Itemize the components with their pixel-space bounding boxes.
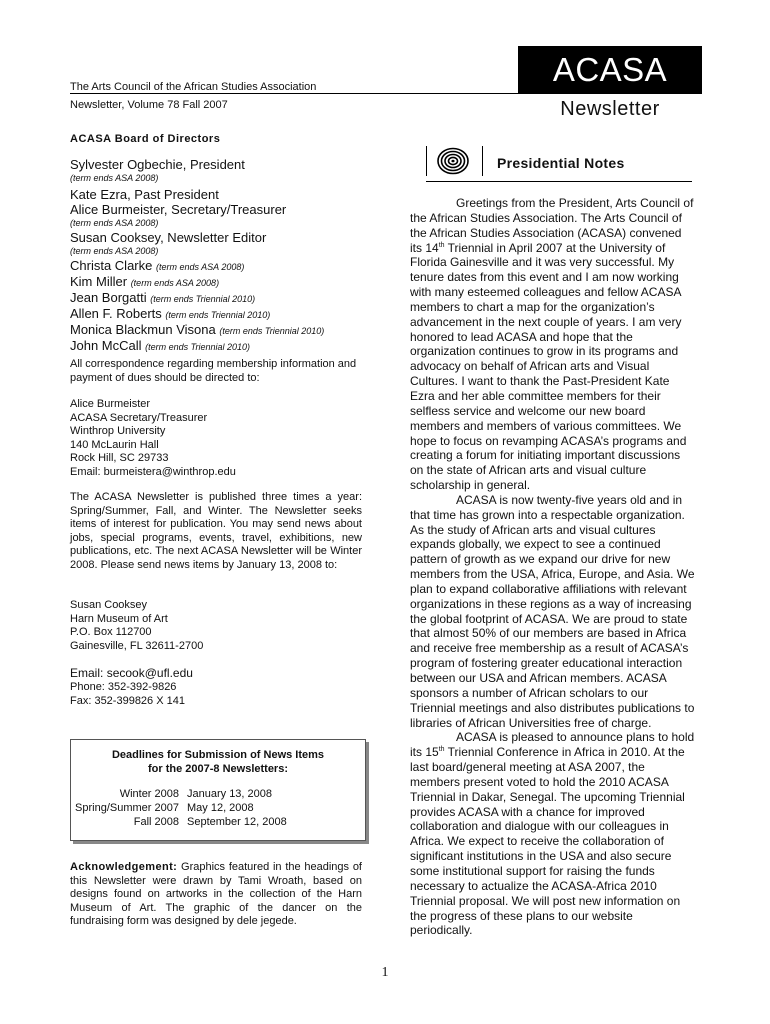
address-line: 140 McLaurin Hall	[70, 438, 159, 451]
address-line: ACASA Secretary/Treasurer	[70, 411, 208, 424]
acasa-logo: ACASA	[518, 46, 702, 94]
address-line: Gainesville, FL 32611-2700	[70, 639, 204, 652]
board-member-term: (term ends ASA 2008)	[70, 173, 159, 183]
deadlines-title-line: for the 2007-8 Newsletters:	[148, 763, 288, 775]
address-line: P.O. Box 112700	[70, 626, 152, 639]
editor-contact	[70, 666, 362, 708]
table-row	[71, 787, 287, 801]
ordinal-suffix: th	[438, 241, 445, 249]
spiral-icon	[437, 147, 469, 175]
board-member	[70, 339, 400, 354]
deadline-date: January 13, 2008	[187, 788, 273, 800]
editor-fax: Fax: 352-399826 X 141	[70, 694, 185, 707]
board-member-name: Allen F. Roberts	[70, 306, 162, 321]
address-line: Harn Museum of Art	[70, 612, 168, 625]
board-member-term: (term ends ASA 2008)	[70, 218, 159, 228]
board-title: ACASA Board of Directors	[70, 133, 221, 145]
board-member	[70, 259, 400, 274]
ordinal-suffix: th	[438, 746, 445, 754]
deadline-issue: Fall 2008	[133, 816, 179, 828]
heading-divider	[482, 146, 483, 176]
org-name: The Arts Council of the African Studies Association	[70, 81, 317, 93]
logo-subtitle: Newsletter	[560, 98, 660, 120]
table-row	[71, 801, 287, 815]
correspondence-intro: All correspondence regarding membership information and payment of dues should be directed to:	[70, 358, 357, 384]
editor-address	[70, 599, 362, 653]
address-line: Rock Hill, SC 29733	[70, 452, 169, 465]
board-member: Sylvester Ogbechie, President	[70, 157, 245, 172]
header-rule	[70, 93, 518, 94]
body-paragraph: ACASA is now twenty-five years old and in that time has grown into a respectable organization. As the study of African arts and visual cultures expands globally, we expect to see a continued pattern of growth as we expand our drive for new members from the USA, Africa, Europe, and Asia. We plan to expand collaborative affiliations with relevant organizations in these regions as a way of increasing the global footprint of ACASA. We are proud to state that almost 50% of our members are based in Africa and receive free membership as a result of ACASA’s program of fostering greater educational interaction between our USA and African members. ACASA sponsors a number of African scholars to our Triennial meetings and also distributes publications to libraries of African Universities free of charge.	[410, 492, 695, 730]
board-member-name: Monica Blackmun Visona	[70, 322, 216, 337]
newsletter-volume: Newsletter, Volume 78 Fall 2007	[70, 99, 228, 111]
deadline-issue: Spring/Summer 2007	[75, 802, 179, 814]
board-member-name: John McCall	[70, 338, 142, 353]
board-member: Kate Ezra, Past President	[70, 187, 219, 202]
deadlines-title	[71, 748, 365, 776]
board-member	[70, 323, 400, 338]
deadline-date: September 12, 2008	[187, 816, 287, 828]
acknowledgement-text: Graphics featured in the headings of this Newsletter were drawn by Tami Wroath, based on designs found on artworks in the collection of the Harn Museum of Art. The graphic of the dancer on the fundraising form was designed by dele jegede.	[70, 861, 362, 928]
deadlines-title-line: Deadlines for Submission of News Items	[111, 749, 325, 761]
board-member-term: (term ends Triennial 2010)	[150, 294, 256, 304]
body-paragraph	[410, 730, 695, 938]
paragraph-text: Triennial in April 2007 at the University of Florida Gainesville and it was very successful. My tenure dates from this event and I am now working with many esteemed colleagues and fellow ACASA members to chart a map for the organization’s advancement in the next couple of years. I am very honored to lead ACASA and hope that the organization continues to grow in its programs and advocacy on behalf of African arts and Visual Cultures. I want to thank the Past-President Kate Ezra and her able committee members for their selfless service and welcome our new board members and members of various committees. We hope to focus on revamping ACASA’s programs and creating a forum for initiating important discussions on the state of African arts and visual culture scholarship in general.	[410, 240, 687, 493]
board-list	[70, 158, 400, 354]
deadlines-box	[70, 739, 366, 841]
newsletter-header	[70, 80, 316, 112]
address-line: Susan Cooksey	[70, 599, 148, 611]
board-member-name: Jean Borgatti	[70, 290, 147, 305]
board-member-term: (term ends Triennial 2010)	[165, 310, 271, 320]
editor-email-link[interactable]: secook@ufl.edu	[106, 666, 193, 680]
body-paragraph	[410, 196, 695, 493]
board-member-name: Christa Clarke	[70, 258, 153, 273]
editor-phone: Phone: 352-392-9826	[70, 681, 177, 693]
page-number: 1	[381, 965, 389, 980]
address-email: Email: burmeistera@winthrop.edu	[70, 465, 236, 478]
board-member-term: (term ends ASA 2008)	[130, 278, 220, 288]
board-member-term: (term ends Triennial 2010)	[145, 342, 251, 352]
heading-rule	[426, 181, 692, 182]
board-member	[70, 307, 400, 322]
address-line: Winthrop University	[70, 425, 166, 438]
newsletter-note: The ACASA Newsletter is published three times a year: Spring/Summer, Fall, and Winter. The Newsletter seeks items of interest for publication. You may send news about jobs, special programs, events, travel, exhibitions, new publications, etc. The next ACASA Newsletter will be Winter 2008. Please send news items by January 13, 2008 to:	[70, 491, 362, 571]
email-label: Email:	[70, 666, 107, 680]
board-member-term: (term ends Triennial 2010)	[219, 326, 325, 336]
presidential-notes-title: Presidential Notes	[497, 155, 625, 171]
board-member: Alice Burmeister, Secretary/Treasurer	[70, 202, 287, 217]
acknowledgement	[70, 861, 362, 929]
paragraph-text: Greetings from the President, Arts Council of the African Studies Association. The Arts Council of the African Studies Association (ACASA) convened its 14	[410, 196, 694, 255]
paragraph-text: Triennial Conference in Africa in 2010. At the last board/general meeting at ASA 2007, the members present voted to hold the 2010 ACASA Triennial in Dakar, Senegal. The upcoming Triennial provides ACASA with a chance for improved collaboration and dialogue with our colleagues in Africa. We expect to receive the collaboration of significant institutions in the USA and also secure some institutional support for raising the funds necessary to actualize the ACASA-Africa 2010 Triennial proposal. We will post new information on the progress of these plans to our website periodically.	[410, 745, 685, 938]
acknowledgement-label: Acknowledgement:	[70, 861, 178, 873]
presidential-notes-body	[410, 196, 695, 938]
deadlines-table	[71, 787, 287, 829]
board-member: Susan Cooksey, Newsletter Editor	[70, 230, 267, 245]
deadline-issue: Winter 2008	[119, 788, 179, 800]
board-member-name: Kim Miller	[70, 274, 128, 289]
deadline-date: May 12, 2008	[187, 802, 254, 814]
table-row	[71, 815, 287, 829]
address-line: Alice Burmeister	[70, 398, 151, 410]
board-member	[70, 275, 400, 290]
board-member	[70, 291, 400, 306]
paragraph-text: ACASA is pleased to announce plans to hold its 15	[410, 730, 695, 760]
board-member-term: (term ends ASA 2008)	[155, 262, 245, 272]
board-member-term: (term ends ASA 2008)	[70, 246, 159, 256]
secretary-address	[70, 398, 362, 480]
heading-divider	[426, 146, 427, 176]
